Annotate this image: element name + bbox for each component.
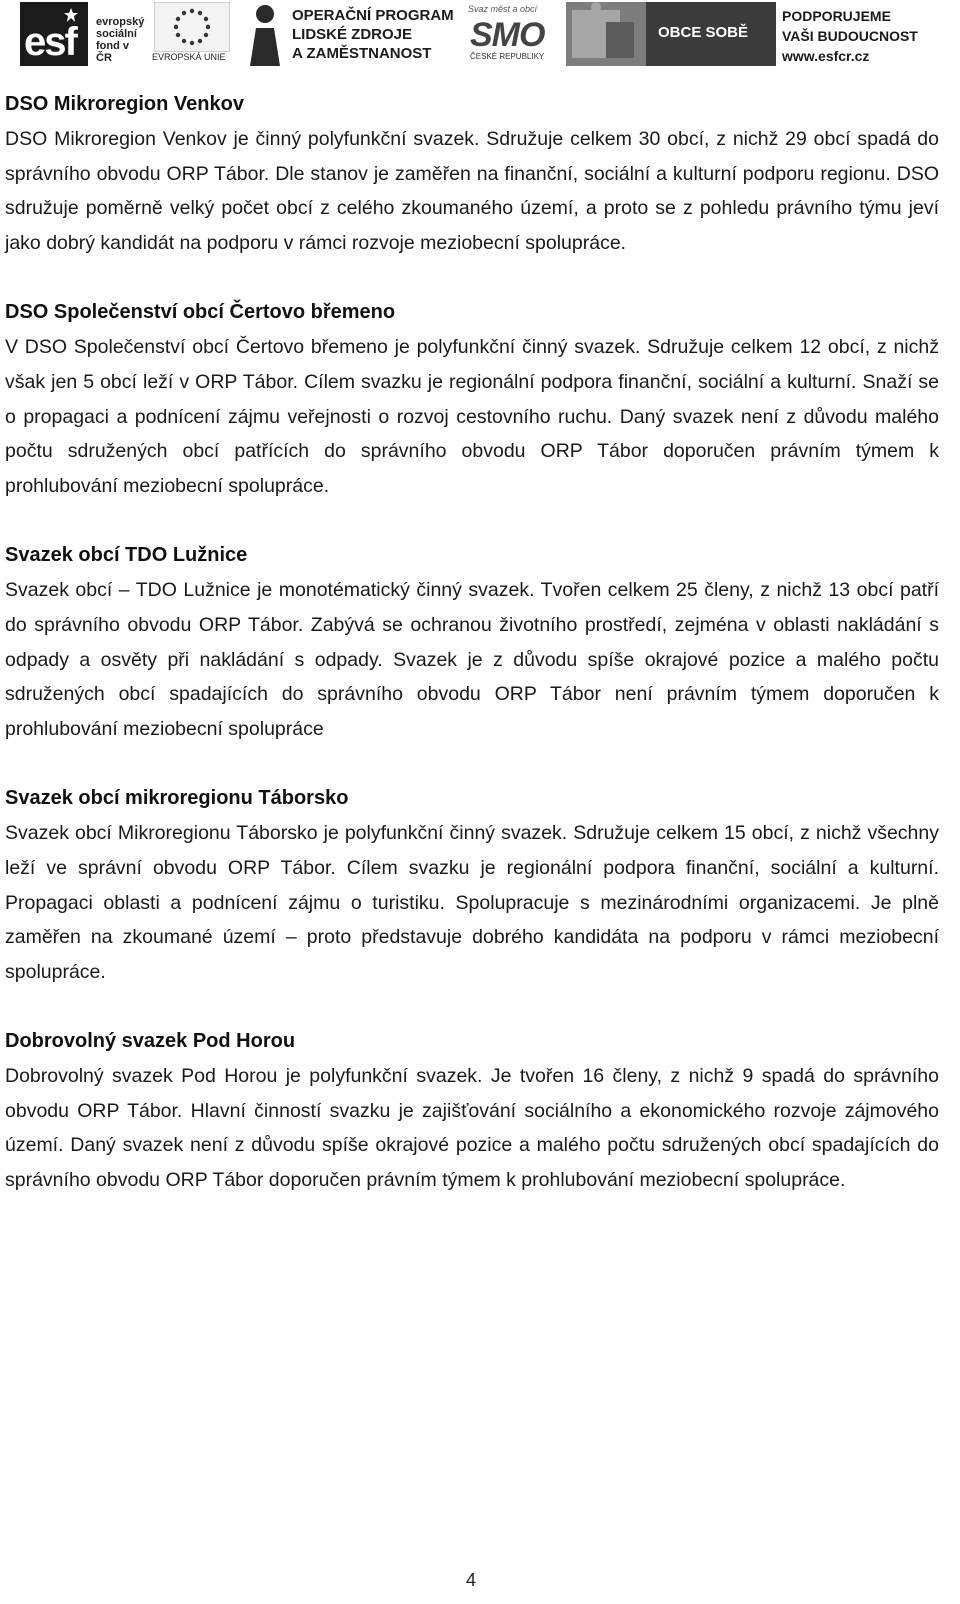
- podporujeme-line: VAŠI BUDOUCNOST: [782, 28, 918, 44]
- section: [5, 538, 939, 746]
- eu-caption: EVROPSKÁ UNIE: [152, 52, 226, 62]
- esf-logo: [20, 2, 145, 66]
- page-number: 4: [465, 1570, 476, 1590]
- section-heading: Svazek obcí TDO Lužnice: [5, 544, 248, 567]
- esf-mark: [20, 2, 88, 66]
- section-paragraph: Svazek obcí Mikroregionu Táborsko je polyfunkční činný svazek. Sdružuje celkem 15 obcí, z nichž všechny leží ve správní obvodu ORP Tábor. Cílem svazku je regionální podpora finanční, sociální a kulturní. Propagaci oblasti a podnícení zájmu o turistiku. Spolupracuje s mezinárodními organizacemi. Je plně zaměřen na zkoumané území – proto představuje dobrého kandidáta na podporu v rámci meziobecní spolupráce.: [5, 822, 939, 983]
- puzzle-icon: [566, 2, 646, 66]
- esf-caption: [96, 16, 144, 64]
- eu-flag-icon: [154, 2, 230, 52]
- podporujeme-line: PODPORUJEME: [782, 8, 891, 24]
- section-paragraph: DSO Mikroregion Venkov je činný polyfunkční svazek. Sdružuje celkem 30 obcí, z nichž 29 obcí spadá do správního obvodu ORP Tábor. Dle stanov je zaměřen na finanční, sociální a kulturní podporu regionu. DSO sdružuje poměrně velký počet obcí z celého zkoumaného území, a proto se z pohledu právního týmu jeví jako dobrý kandidát na podporu v rámci rozvoje meziobecní spolupráce.: [5, 128, 939, 254]
- star-icon: [64, 8, 78, 22]
- esf-caption-line: evropský: [96, 16, 145, 28]
- esf-caption-line: fond v ČR: [96, 40, 129, 64]
- section-heading: Svazek obcí mikroregionu Táborsko: [5, 787, 349, 810]
- section: [5, 295, 939, 503]
- obce-sobe-logo: [566, 2, 776, 66]
- section: [5, 1024, 939, 1197]
- op-caption-line: LIDSKÉ ZDROJE: [292, 26, 413, 43]
- section: [5, 781, 939, 989]
- esf-wordmark: esf: [24, 20, 76, 64]
- esf-caption-line: sociální: [96, 28, 137, 40]
- section-paragraph: Dobrovolný svazek Pod Horou je polyfunkční svazek. Je tvořen 16 členy, z nichž 9 spadá do správního obvodu ORP Tábor. Hlavní činností svazku je zajišťování sociálního a ekonomického rozvoje zájmového území. Daný svazek není z důvodu spíše okrajové pozice a malého počtu sdružených obcí spadajících do správního obvodu ORP Tábor doporučen právním týmem k prohlubování meziobecní spolupráce.: [5, 1065, 939, 1192]
- document-body: [5, 87, 939, 1233]
- eu-logo: [146, 2, 236, 66]
- op-caption-line: A ZAMĚSTNANOST: [292, 45, 432, 62]
- op-caption-line: OPERAČNÍ PROGRAM: [292, 7, 454, 24]
- section-paragraph: Svazek obcí – TDO Lužnice je monotématický činný svazek. Tvořen celkem 25 členy, z nichž 13 obcí patří do správního obvodu ORP Tábor. Zabývá se ochranou životního prostředí, zejména v oblasti nakládání s odpady a osvěty při nakládání s odpady. Svazek je z důvodu spíše okrajové pozice a malého počtu sdružených obcí spadajících do správního obvodu ORP Tábor není právním týmem doporučen k prohlubování meziobecní spolupráce: [5, 579, 939, 740]
- section-paragraph: V DSO Společenství obcí Čertovo břemeno je polyfunkční činný svazek. Sdružuje celkem 12 obcí, z nichž však jen 5 obcí leží v ORP Tábor. Cílem svazku je regionální podpora finanční, sociální a kulturní. Snaží se o propagaci a podnícení zájmu veřejnosti o rozvoj cestovního ruchu. Daný svazek není z důvodu malého počtu sdružených obcí patřících do správního obvodu ORP Tábor doporučen právním týmem k prohlubování meziobecní spolupráce.: [5, 336, 939, 497]
- op-figure-icon: [246, 2, 284, 66]
- section: [5, 87, 939, 260]
- smo-logo: [464, 2, 556, 66]
- section-heading: Dobrovolný svazek Pod Horou: [5, 1030, 296, 1053]
- op-logo: [246, 2, 460, 66]
- smo-tagline: Svaz měst a obcí: [468, 4, 538, 14]
- logo-header: [0, 0, 960, 70]
- section-heading: DSO Mikroregion Venkov: [5, 93, 244, 115]
- section-heading: DSO Společenství obcí Čertovo břemeno: [5, 301, 396, 324]
- podporujeme-caption: [782, 6, 918, 66]
- smo-wordmark: SMO: [470, 16, 545, 54]
- podporujeme-url: www.esfcr.cz: [782, 48, 870, 64]
- op-caption: [292, 6, 454, 63]
- obce-sobe-caption: OBCE SOBĚ: [658, 24, 749, 41]
- podporujeme-logo: [782, 2, 942, 66]
- smo-caption: ČESKÉ REPUBLIKY: [470, 52, 545, 61]
